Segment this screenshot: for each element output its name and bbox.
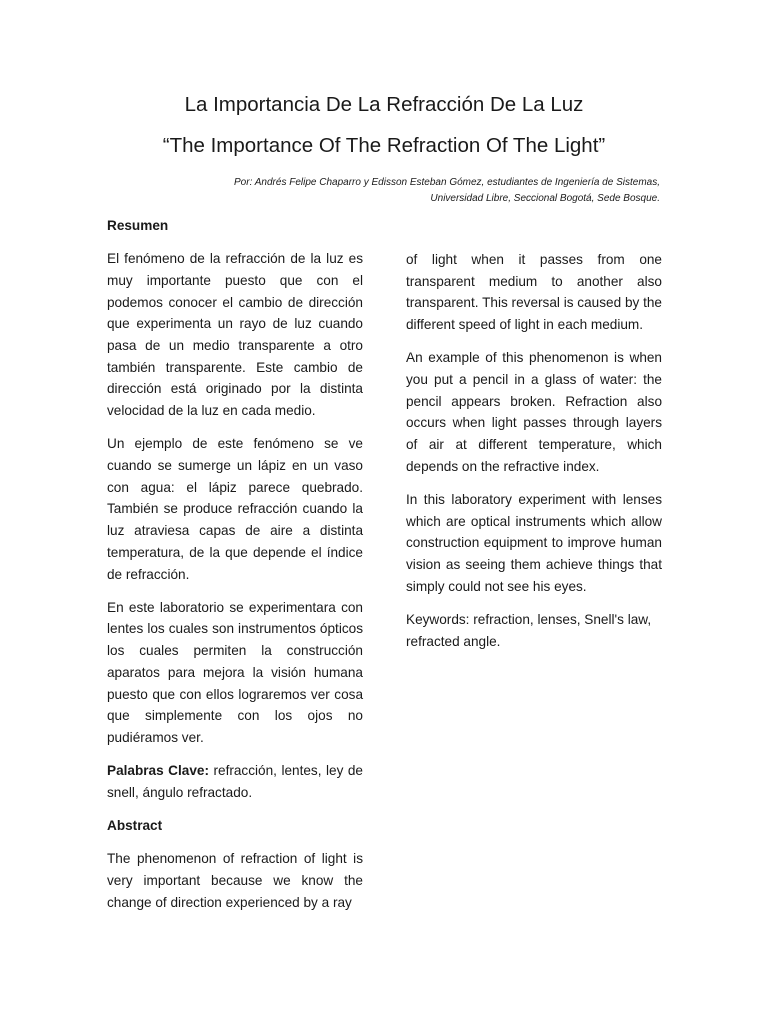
resumen-paragraph-2: Un ejemplo de este fenómeno se ve cuando se sumerge un lápiz en un vaso con agua: el lápiz parece quebrado. También se produce refracción cuando la luz atraviesa capas de aire a distinta temperatura, de la que depende el índice de refracción.	[107, 436, 363, 582]
title-spanish: La Importancia De La Refracción De La Luz	[184, 93, 584, 116]
resumen-paragraph-3: En este laboratorio se experimentara con lentes los cuales son instrumentos ópticos los cuales permiten la construcción aparatos para mejora la visión humana puesto que con ellos lograremos ver cosa que simplemente con los ojos no pudiéramos ver.	[107, 599, 363, 745]
right-column	[406, 249, 662, 664]
resumen-heading: Resumen	[107, 218, 169, 233]
abstract-keywords: Keywords: refraction, lenses, Snell's law, refracted angle.	[406, 612, 652, 649]
authors-line-1: Por: Andrés Felipe Chaparro y Edisson Esteban Gómez, estudiantes de Ingeniería de Sistemas,	[234, 177, 660, 188]
palabras-clave-text: refracción, lentes, ley de snell, ángulo refractado.	[107, 763, 363, 800]
palabras-clave-label: Palabras Clave:	[107, 763, 209, 779]
resumen-paragraph-1: El fenómeno de la refracción de la luz es muy importante puesto que con el podemos conocer el cambio de dirección que experimenta un rayo de luz cuando pasa de un medio transparente a otro también transparente. Este cambio de dirección está originado por la distinta velocidad de la luz en cada medio.	[107, 251, 363, 419]
palabras-clave	[107, 760, 363, 803]
authors-line-2: Universidad Libre, Seccional Bogotá, Sede Bosque.	[430, 192, 660, 204]
title-english: “The Importance Of The Refraction Of The Light”	[162, 134, 606, 157]
abstract-heading: Abstract	[107, 818, 163, 834]
abstract-paragraph-3: In this laboratory experiment with lenses which are optical instruments which allow construction equipment to improve human vision as seeing them achieve things that simply could not see his eyes.	[406, 492, 662, 594]
abstract-paragraph-1-continued: of light when it passes from one transparent medium to another also transparent. This reversal is caused by the different speed of light in each medium.	[406, 252, 662, 333]
left-column	[107, 215, 363, 925]
abstract-paragraph-1-start: The phenomenon of refraction of light is very important because we know the change of direction experienced by a ray	[107, 851, 363, 910]
abstract-paragraph-2: An example of this phenomenon is when you put a pencil in a glass of water: the pencil appears broken. Refraction also occurs when light passes through layers of air at different temperature, which depends on the refractive index.	[406, 350, 662, 474]
authors-byline	[190, 175, 660, 206]
